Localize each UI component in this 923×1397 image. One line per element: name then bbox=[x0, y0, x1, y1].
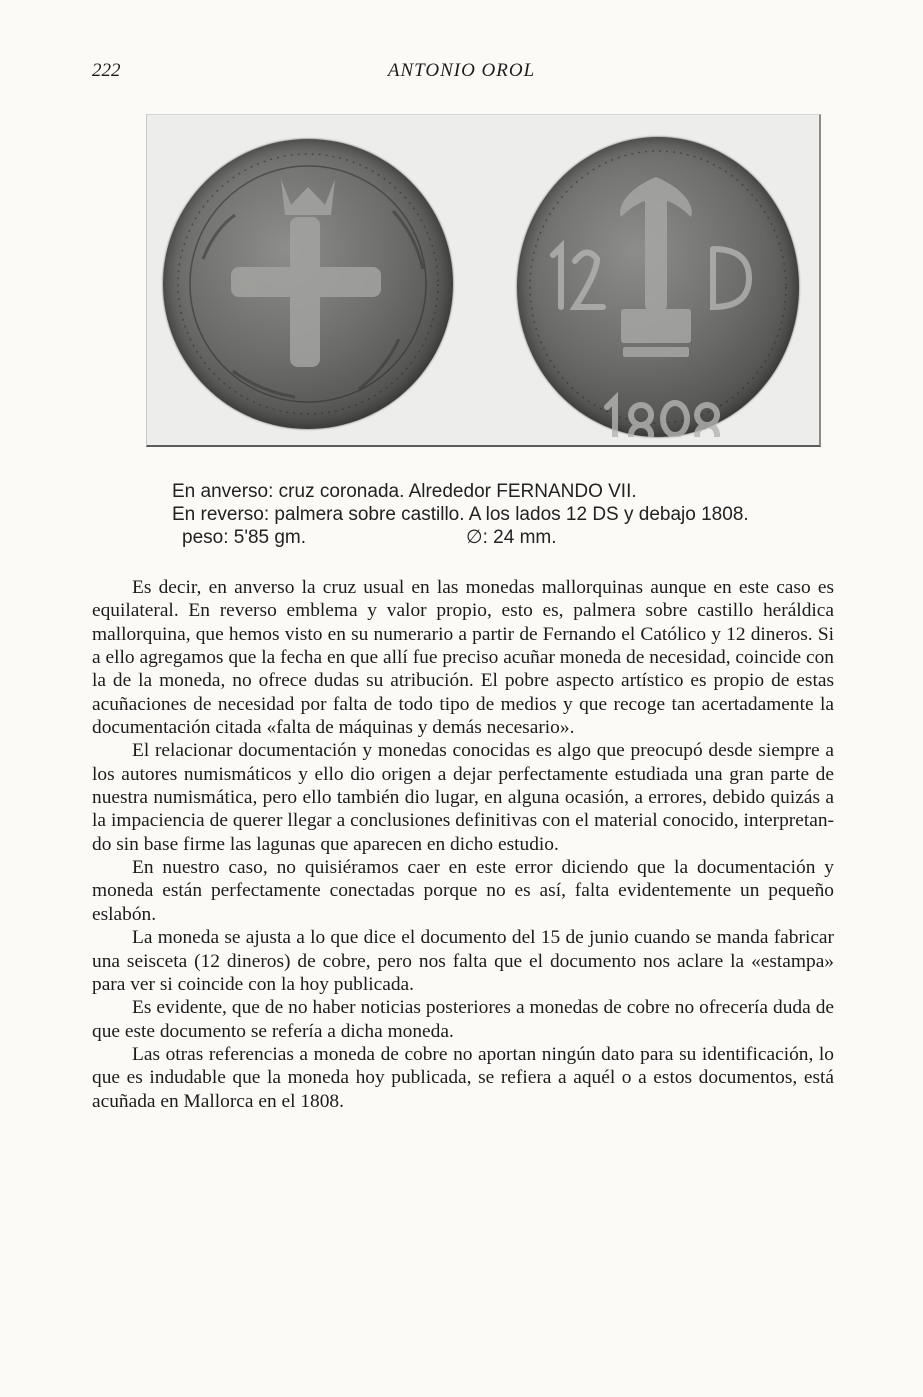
body-text bbox=[92, 576, 834, 1113]
figure-caption bbox=[172, 480, 749, 549]
paragraph: Es evidente, que de no haber noticias posteriores a monedas de cobre no ofrecería duda de que este documento se refería a dicha moneda. bbox=[92, 997, 834, 1042]
paragraph: Es decir, en anverso la cruz usual en las monedas mallorquinas aunque en este caso es equilateral. En reverso emblema y valor propio, esto es, palmera sobre castillo heráldica mallorquina, que hemos visto en su numerario a partir de Fernando el Católico y 12 dineros. Si a ello agregamos que la fecha en que allí fue preciso acuñar moneda de necesidad, coincide con la de la moneda, no ofrece dudas su atribución. El pobre aspecto artístico es propio de estas acuñaciones de necesidad por falta de todo tipo de medios y que recoge tan acertadamente la documentación citada «falta de máquinas y demás necesario». bbox=[92, 577, 834, 739]
caption-obverse: En anverso: cruz coronada. Alrededor FERNANDO VII. bbox=[172, 481, 637, 502]
page-number: 222 bbox=[92, 60, 121, 81]
caption-weight: peso: 5'85 gm. bbox=[182, 527, 307, 548]
paragraph: El relacionar documentación y monedas conocidas es algo que preocupó desde siempre a los autores numismáticos y ello dio origen a dejar perfectamente estudiada una gran parte de nuestra numismática, pero ello también dio lugar, en alguna ocasión, a errores, debido quizás a la impaciencia de querer llegar a conclusiones definitivas con el material conocido, interpretando sin base firme las lagunas que aparecen en dicho estudio. bbox=[92, 740, 834, 855]
running-head: ANTONIO OROL bbox=[387, 60, 536, 81]
caption-reverse: En reverso: palmera sobre castillo. A los lados 12 DS y debajo 1808. bbox=[172, 504, 749, 525]
paragraph: Las otras referencias a moneda de cobre no aportan ningún dato para su identificación, lo que es indudable que la moneda hoy publicada, se refiera a aquél o a estos documentos, está acuñada en Mallorca en el 1808. bbox=[92, 1043, 834, 1112]
caption-diameter: ∅: 24 mm. bbox=[466, 527, 557, 548]
paragraph: La moneda se ajusta a lo que dice el documento del 15 de junio cuando se manda fabricar una seisceta (12 dineros) de cobre, pero nos falta que el documento nos aclare la «estampa» para ver si coincide con la hoy publicada. bbox=[92, 927, 834, 995]
coin-photo-plate bbox=[146, 114, 821, 447]
coin-obverse-crowned-cross-icon bbox=[163, 139, 453, 429]
coin-reverse-12-ds-1808-icon bbox=[517, 137, 799, 437]
caption-measurements bbox=[172, 526, 749, 549]
paragraph: En nuestro caso, no quisiéramos caer en este error diciendo que la documentación y moneda están perfectamente conectadas porque no es así, falta evidentemente un pequeño eslabón. bbox=[92, 857, 834, 925]
